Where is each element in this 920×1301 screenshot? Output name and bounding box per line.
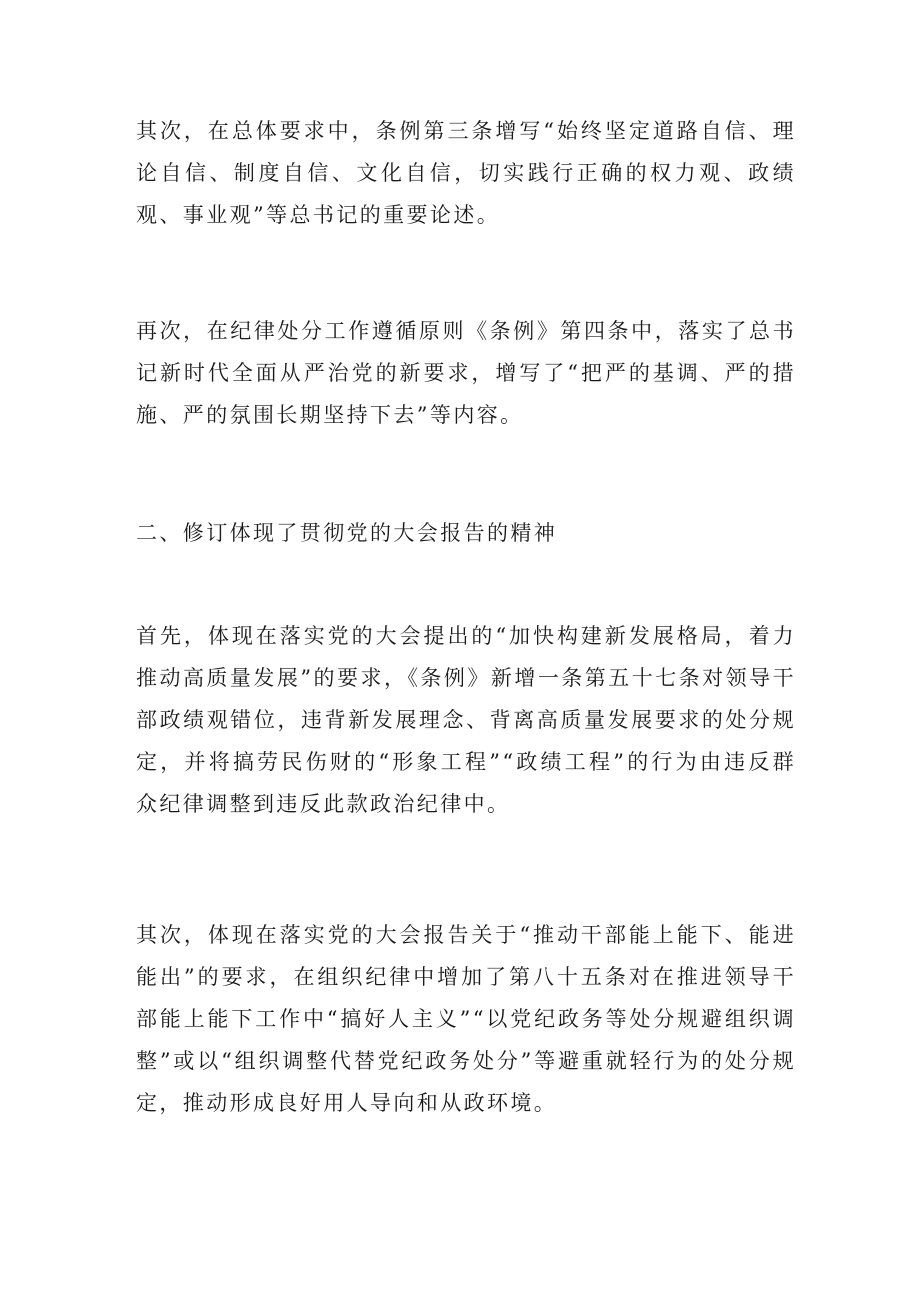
section-heading: 二、修订体现了贯彻党的大会报告的精神: [136, 521, 558, 545]
paragraph-high-quality-development: 首先，体现在落实党的大会提出的“加快构建新发展格局，着力推动高质量发展”的要求，《条例》新增一条第五十七条对领导干部政绩观错位，违背新发展理念、背离高质量发展要求的处分规定，并将搞劳民伤财的“形象工程”“政绩工程”的行为由违反群众纪律调整到违反此款政治纪律中。: [136, 624, 796, 816]
paragraph-cadre-promotion: 其次，体现在落实党的大会报告关于“推动干部能上能下、能进能出”的要求，在组织纪律中增加了第八十五条对在推进领导干部能上能下工作中“搞好人主义”“以党纪政务等处分规避组织调整”或以“组织调整代替党纪政务处分”等避重就轻行为的处分规定，推动形成良好用人导向和从政环境。: [136, 923, 796, 1115]
paragraph-general-requirements: 其次，在总体要求中，条例第三条增写“始终坚定道路自信、理论自信、制度自信、文化自信，切实践行正确的权力观、政绩观、事业观”等总书记的重要论述。: [136, 119, 796, 227]
paragraph-disciplinary-principles: 再次，在纪律处分工作遵循原则《条例》第四条中，落实了总书记新时代全面从严治党的新要求，增写了“把严的基调、严的措施、严的氛围长期坚持下去”等内容。: [136, 319, 796, 427]
